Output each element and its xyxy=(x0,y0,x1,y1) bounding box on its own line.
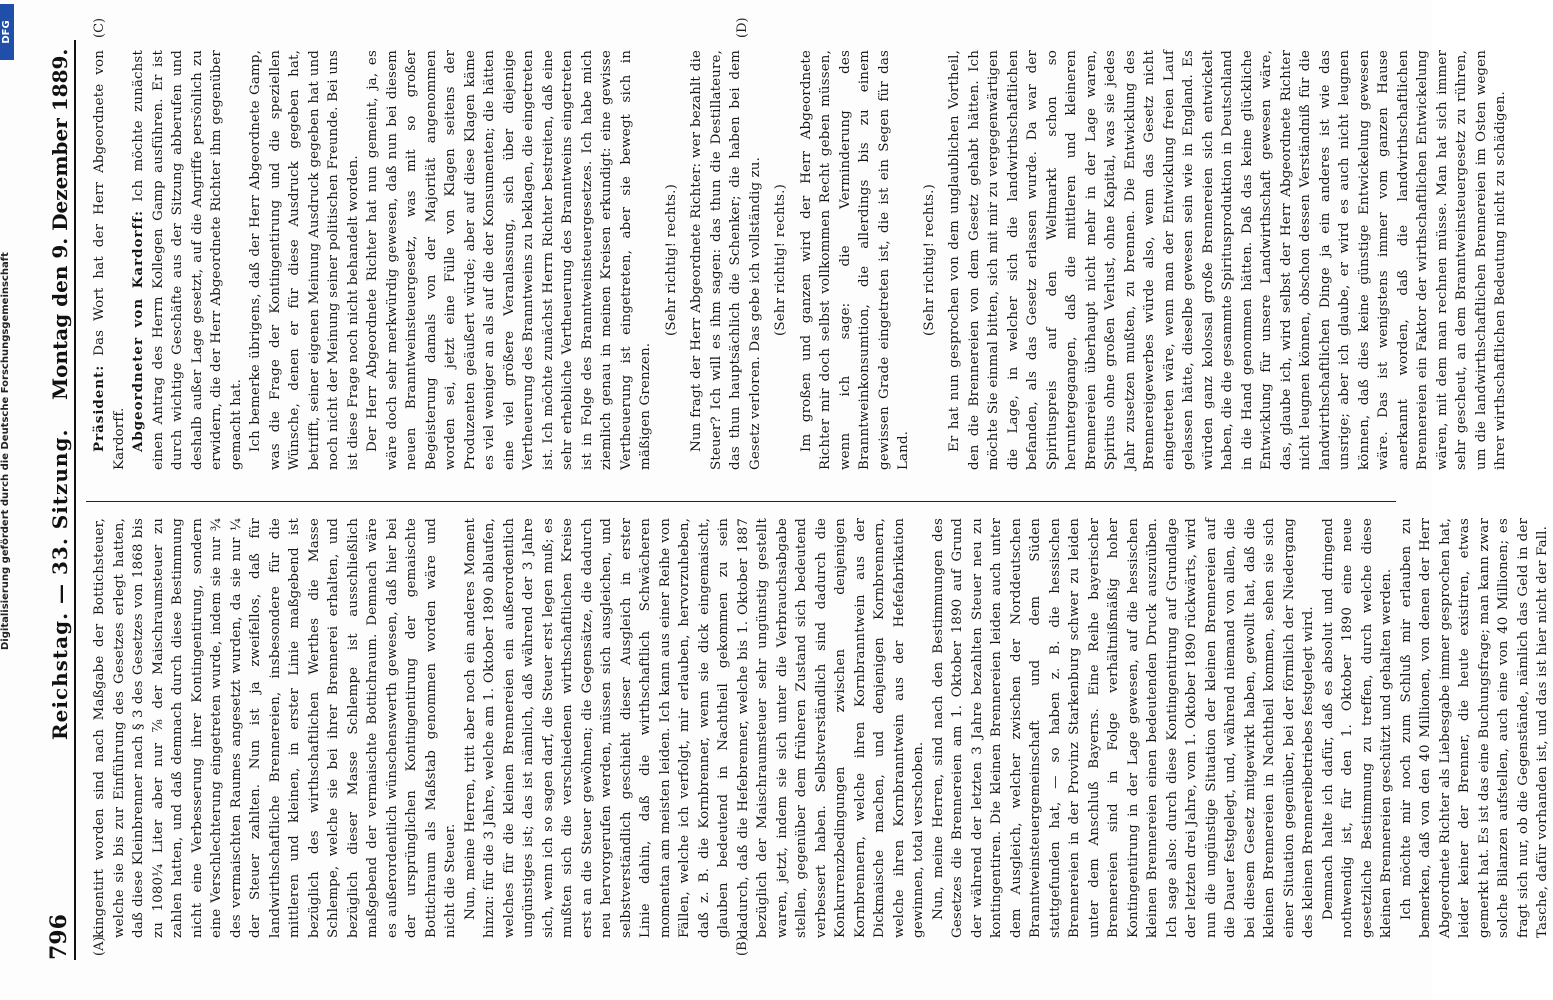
page-number: 796 xyxy=(46,914,72,960)
right-paragraph: Er hat nun gesprochen von dem unglaublichen Vortheil, den die Brennereien von dem Gesetz gehabt hätten. Ich möchte Sie einmal bitten, sich mit mir zu vergegenwärtigen die Lage, in welcher sich die landwirthschaftlichen befanden, als das Gesetz erlassen wurde. Da war der Spirituspreis auf den Weltmarkt schon so heruntergegangen, daß die mittleren und kleineren Brennereien überhaupt nicht mehr in der Lage waren, Spiritus ohne großen Verlust, ohne Kapital, was sie jedes Jahr zusetzen mußten, zu brennen. Die Entwicklung des Brennereigewerbes würde also, wenn das Gesetz nicht eingetreten wäre, wenn man der Entwicklung freien Lauf gelassen hätte, dieselbe gewesen sein wie in England. Es würden ganz kolossal große Brennereien sich entwickelt haben, die die gesammte Spiritusproduktion in Deutschland in die Hand genommen hätten. Daß das keine glückliche Entwicklung für unsere Landwirthschaft gewesen wäre, das, glaube ich, wird selbst der Herr Abgeordnete Richter nicht leugnen können, obschon dessen Verständniß für die landwirthschaftlichen Dinge ja ein anderes ist wie das unsrige; aber ich glaube, er wird es auch nicht leugnen können, daß dies keine günstige Entwickelung gewesen wäre. Das ist wenigstens immer vom ganzen Hause anerkannt worden, daß die landwirthschaftlichen Brennereien ein Faktor der wirthschaftlichen Entwickelung wären, mit dem man rechnen müsse. Man hat sich immer sehr gescheut, an dem Branntweinsteuergesetz zu rühren, um die landwirthschaftlichen Brennereien im Osten wegen ihrer wirthschaftlichen Bedeutung nicht zu schädigen. xyxy=(947,50,1508,470)
session-title: Reichstag. — 33. Sitzung. xyxy=(48,428,72,740)
left-paragraph: Ich möchte mir noch zum Schluß mir erlauben zu bemerken, daß von den 40 Millionen, von denen der Herr Abgeordnete Richter als Liebesgabe immer gesprochen hat, leider keiner der Brenner, die heute existiren, etwas gemerkt hat. Es ist das eine Buchungsfrage; man kann zwar solche Bilanzen aufstellen, auch eine von 40 Millionen; es fragt sich nur, ob die Gegenstände, nämlich das Geld in der Tasche, dafür vorhanden ist, und das ist hier nicht der Fall. xyxy=(1398,518,1550,938)
dfg-logo xyxy=(0,4,14,60)
left-paragraph: kingentirt worden sind nach Maßgabe der Bottichsteuer, welche sie bis zur Einführung des Gesetzes erlegt hatten, daß diese Kleinbrenner nach § 3 des Gesetzes von 1868 bis zu 1080¼ Liter aber nur ⅞ der Maischraumsteuer zu zahlen hatten, und daß demnach durch diese Bestimmung nicht eine Verbesserung ihrer Kontingentirung, sondern eine Verschlechterung eingetreten wurde, indem sie nur ¾ des vermaischten Raumes angesetzt wurden, da sie nur ¼ der Steuer zahlten. Nun ist ja zweifellos, daß für landwirthschaftliche Brennereien, insbesondere für die mittleren und kleinen, in erster Linie maßgebend ist bezüglich des wirthschaftlichen Werthes die Masse Schlempe, welche sie bei ihrer Brennerei erhalten, und bezüglich dieser Masse Schlempe ist ausschließlich maßgebend der vermaischte Bottichraum. Demnach wäre es außerordentlich wünschenswerth gewesen, daß hier bei der ursprünglichen Kontingentirung der gemaischte Bottichraum als Maßstab genommen worden wäre und nicht die Steuer. xyxy=(92,518,458,938)
speech-text: Das Wort hat der Herr Abgeordnete von Kardorff. xyxy=(92,50,127,470)
speaker-name: Präsident: xyxy=(91,364,107,452)
speech-text: Ich möchte zunächst einen Antrag des Herrn Kollegen Gamp ausführen. Er ist durch wichtige Geschäfte aus der Sitzung abberufen und deshalb außer Lage gesetzt, auf die Angriffe persönlich zu erwidern, die der Herr Abgeordnete Richter ihm gegenüber gemacht hat. xyxy=(131,50,244,470)
left-column xyxy=(90,518,1553,938)
left-paragraph: Nun, meine Herren, tritt aber noch ein anderes Moment hinzu: für die 3 Jahre, welche am 1. Oktober 1890 ablaufen, welches für die kleinen Brennereien ein außerordentlich ungünstiges ist; das ist nämlich, daß während der 3 Jahre sich, wenn ich so sagen darf, die Steuer erst legen muß; es mußten sich die verschiedenen wirthschaftlichen Kreise erst an die Steuer gewöhnen; die Gegensätze, die dadurch neu hervorgerufen werden, müssen sich ausgleichen, und selbstverständlich geschieht dieser Ausgleich in erster Linie dahin, daß die wirthschaftlich Schwächeren momentan am meisten leiden. Ich kann aus einer Reihe von Fällen, welche ich verfolgt, mir erlauben, hervorzuheben, daß z. B. die Kornbrenner, wenn sie dick eingemaischt, glauben bedeutend in Nachtheil gekommen zu sein dadurch, daß die Hefebrenner, welche bis 1. Oktober 1887 bezüglich der Maischraumsteuer sehr ungünstig gestellt waren, jetzt, indem sie sich unter die Verbrauchsabgabe stellen, gegenüber dem früheren Zustand sich bedeutend verbessert haben. Selbstverständlich sind dadurch die Konkurrenzbedingungen zwischen denjenigen Kornbrennern, welche ihren Kornbranntwein aus der Dickmaische machen, und denjenigen Kornbrennern, welche ihren Kornbranntwein aus der Hefefabrikation gewinnen, total verschoben. xyxy=(462,518,926,938)
interjection: (Sehr richtig! rechts.) xyxy=(921,184,937,336)
left-paragraph: Demnach halte ich dafür, daß es absolut und dringend nothwendig ist, für den 1. Oktober 1890 eine neue gesetzliche Bestimmung zu treffen, durch welche diese kleinen Brennereien geschützt und gehalten werden. xyxy=(1320,518,1394,938)
right-paragraph: Nun fragt der Herr Abgeordnete Richter: wer bezahlt die Steuer? Ich will es ihm sagen: das thun die Destillateure, das thun hauptsächlich die Schenker; die haben bei dem Gesetz verloren. Das gebe ich vollständig zu. xyxy=(689,50,763,470)
right-paragraph: Der Herr Abgeordnete Richter hat nun gemeint, ja, es wäre doch sehr merkwürdig gewesen, daß nun bei diesem neuen Branntweinsteuergesetz, was mit so großer Begeisterung damals von der Majorität angenommen worden sei, jetzt eine Fülle von Klagen seitens der Produzenten geäußert würde; aber auf diese Klagen käme es viel weniger an als auf die der Konsumenten; die hätten eine viel größere Veranlassung, sich über diejenige Vertheuerung des Branntweins zu beklagen, die eingetreten ist. Ich möchte zunächst Herrn Richter bestreiten, daß eine sehr erhebliche Vertheuerung des Branntweins eingetreten ist in Folge des Branntweinsteuergesetzes. Ich habe mich ziemlich genau in meinen Kreisen erkundigt: eine gewisse Vertheuerung ist eingetreten, aber sie bewegt sich in mäßigen Grenzen. xyxy=(365,50,653,470)
speaker-name: Abgeordneter von Kardorff: xyxy=(130,210,146,452)
margin-mark-a: (A) xyxy=(92,936,107,956)
right-paragraph: Ich bemerke übrigens, daß der Herr Abgeordnete Gamp, was die Frage der Kontingentirung und die speziellen Wünsche, denen er für diese Ausdruck gegeben hat, betrifft, seiner eigenen Meinung Ausdruck gegeben hat und noch nicht der Meinung seiner politischen Freunde. Bei uns ist diese Frage noch nicht behandelt worden. xyxy=(248,50,361,470)
session-date: Montag den 9. Dezember 1889. xyxy=(48,48,72,400)
left-paragraph: Nun, meine Herren, sind nach den Bestimmungen des Gesetzes die Brennereien am 1. Oktober 1890 auf Grund der während der letzten 3 Jahre bezahlten Steuer neu zu kontingentiren. Die kleinen Brennereien leiden auch unter dem Ausgleich, welcher zwischen der Norddeutschen Branntweinsteuergemeinschaft und dem Süden stattgefunden hat, — so haben z. B. die hessischen Brennereien in der Provinz Starkenburg schwer zu leiden unter dem Anschluß Bayerns. Eine Reihe bayerischer Brennereien sind in Folge verhältnißmäßig hoher Kontingentirung in der Lage gewesen, auf die hessischen kleinen Brennereien einen bedeutenden Druck auszuüben. Ich sage also: durch diese Kontingentirung auf Grundlage der letzten drei Jahre, vom 1. Oktober 1890 rückwärts, wird nun die ungünstige Situation der kleinen Brennereien auf die Dauer festgelegt, und, während niemand von allen, die bei diesem Gesetz mitgewirkt haben, gewollt hat, daß die kleinen Brennereien in Nachtheil kommen, sehen sie sich einer Situation gegenüber, bei der förmlich der Niedergang des kleinen Brennereibetriebes festgelegt wird. xyxy=(930,518,1316,938)
interjection: (Sehr richtig! rechts.) xyxy=(663,184,679,336)
page-header xyxy=(40,40,76,960)
speech-paragraph xyxy=(90,50,129,470)
column-divider xyxy=(86,501,1396,502)
credit-text: Digitalisierung gefördert durch die Deutsche Forschungsgemeinschaft xyxy=(0,252,11,650)
speech-paragraph xyxy=(129,50,246,470)
interjection: (Sehr richtig! rechts.) xyxy=(773,184,788,336)
margin-mark-c: (C) xyxy=(92,17,107,38)
margin-mark-d: (D) xyxy=(735,17,750,38)
digitization-credit xyxy=(0,0,14,1000)
right-column xyxy=(90,50,1511,470)
dfg-logo-text: DFG xyxy=(1,20,12,44)
right-paragraph: Im großen und ganzen wird der Herr Abgeordnete Richter mir doch selbst vollkommen Recht geben müssen, wenn ich sage: die Verminderung des Branntweinkonsumtion, die allerdings bis zu einem gewissen Grade eingetreten ist, die ist ein Segen für das Land. xyxy=(798,50,911,470)
margin-mark-b: (B) xyxy=(735,936,750,956)
